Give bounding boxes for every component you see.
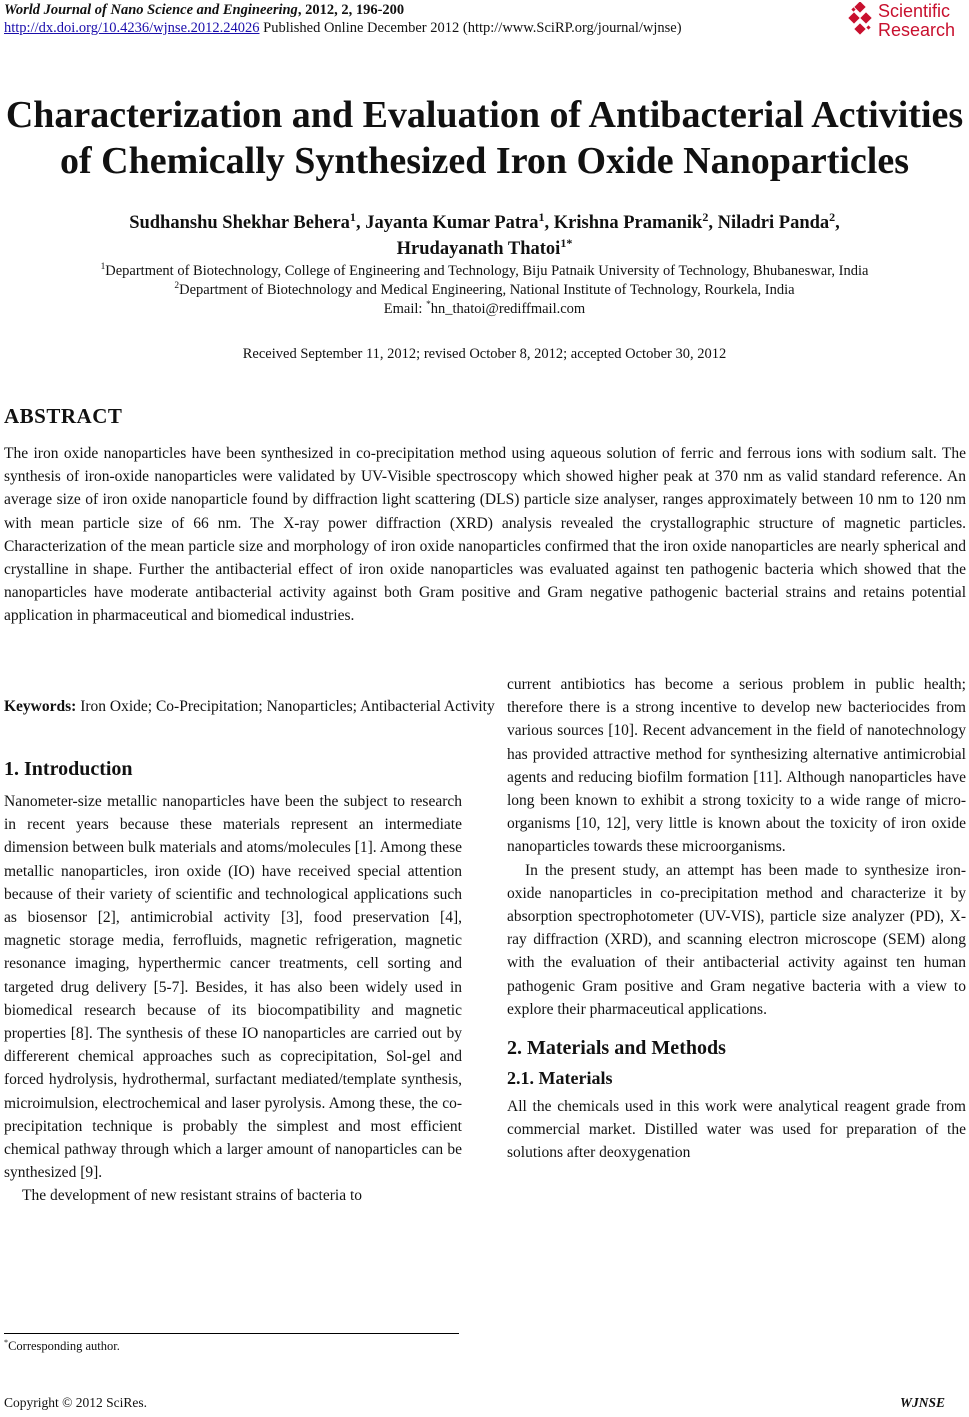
author-list: Sudhanshu Shekhar Behera$^1$, Jayanta Kumar Patra$^1$, Krishna Pramanik$^2$, Niladri Panda$^2$, Hrudayanath Thatoi$^{1*}$ <box>129 209 840 259</box>
intro-paragraph-4: In the present study, an attempt has been made to synthesize iron-oxide nanoparticles in co-precipitation method and characterize it by absorption spectrophotometer (UV-VIS), particle size analyzer (PD), X-ray diffraction (XRD), and scanning electron microscope (SEM) along with the evaluation of their antibacterial activity against ten human pathogenic Gram positive and Gram negative bacteria with a view to explore their pharmaceutical applications. <box>507 861 966 1018</box>
author-affil-sup: 1* <box>560 235 573 250</box>
journal-name: World Journal of Nano Science and Engineering <box>4 2 298 18</box>
scientific-research-logo <box>848 2 966 42</box>
title-line-2: of Chemically Synthesized Iron Oxide Nanoparticles <box>59 140 909 182</box>
abstract-heading: ABSTRACT <box>4 404 123 428</box>
doi-link[interactable]: http://dx.doi.org/10.4236/wjnse.2012.24026 <box>4 20 260 36</box>
intro-paragraph-1: Nanometer-size metallic nanoparticles have been the subject to research in recent years because these materials represent an intermediate dimension between bulk materials and atoms/molecules [1]. Among these metallic nanoparticles, iron oxide (IO) have received special attention because of their variety of scientific and technological applications such as biosensor [2], antimicrobial activity [3], food preservation [4], magnetic storage media, ferrofluids, magnetic refrigeration, magnetic resonance imaging, hyperthermic cancer treatments, cell sorting and targeted drug delivery [5-7]. Besides, it has also been widely used in biomedical research because of its biocompatibility and magnetic properties [8]. The synthesis of these IO nanoparticles are carried out by differerent chemical approaches such as coprecipitation, Sol-gel and forced hydrolysis, hydrothermal, surfactant mediated/template synthesis, microimulsion, electrochemical and laser pyrolysis. Among these, the co-precipitation technique is probably the simplest and most efficient chemical pathway through which a larger amount of nanoparticles can be synthesized [9]. <box>4 793 462 1182</box>
right-column <box>507 673 966 1165</box>
author-name: Krishna Pramanik <box>553 213 703 233</box>
affiliation-2: $^2$Department of Biotechnology and Medical Engineering, National Institute of Technology, Rourkela, India <box>174 281 795 298</box>
author-affil-sup: 2 <box>829 209 836 224</box>
abstract-text: The iron oxide nanoparticles have been synthesized in co-precipitation method using aqueous solution of ferric and ferrous ions with sodium salt. The synthesis of iron-oxide nanoparticles were validated by UV-Visible spectroscopy which showed higher peak at 370 nm as valid standard reference. An average size of iron oxide nanoparticle found by diffraction light scattering (DLS) particle size analyser, ranges approximately between 10 nm to 120 nm with mean particle size of 66 nm. The X-ray power diffraction (XRD) analysis revealed the crystallographic structure of magnetic particles. Characterization of the mean particle size and morphology of iron oxide nanoparticles confirmed that the iron oxide nanoparticles are nearly spherical and crystalline in shape. Further the antibacterial effect of iron oxide nanoparticles was evaluated against ten pathogenic bacteria which showed that the nanoparticles have moderate antibacterial activity against both Gram positive and Gram negative pathogenic bacterial strains and retains potential application in pharmaceutical and biomedical industries. <box>4 445 966 625</box>
published-info: Published Online December 2012 (http://www.SciRP.org/journal/wjnse) <box>259 20 682 36</box>
affiliations <box>0 262 969 319</box>
paper-title <box>0 92 969 184</box>
logo-diamonds-icon <box>848 2 876 38</box>
materials-paragraph: All the chemicals used in this work were analytical reagent grade from commercial market. Distilled water was used for preparation of the solutions after deoxygenation <box>507 1098 966 1162</box>
section-2-1-heading: 2.1. Materials <box>507 1068 613 1089</box>
author-affil-sup: 2 <box>702 209 709 224</box>
author-name: Hrudayanath Thatoi <box>396 239 561 259</box>
logo-line2: Research <box>878 20 956 40</box>
footnote-rule <box>4 1333 459 1334</box>
author-affil-sup: 1 <box>349 209 356 224</box>
keywords-list: Iron Oxide; Co-Precipitation; Nanoparticles; Antibacterial Activity <box>76 698 495 715</box>
author-name: Niladri Panda <box>717 213 830 233</box>
doi-line <box>4 20 682 37</box>
intro-paragraph-2: The development of new resistant strains of bacteria to <box>22 1187 363 1205</box>
logo-line1: Scientific <box>878 1 951 21</box>
keywords-label: Keywords: <box>4 698 77 715</box>
journal-volume: , 2012, 2, 196-200 <box>297 2 405 18</box>
received-dates: Received September 11, 2012; revised October 8, 2012; accepted October 30, 2012 <box>242 346 727 362</box>
author-name: Sudhanshu Shekhar Behera <box>129 213 350 233</box>
footnote: *Corresponding author. <box>4 1337 120 1353</box>
section-2-heading: 2. Materials and Methods <box>507 1037 726 1060</box>
journal-header <box>4 2 404 19</box>
section-1-heading: 1. Introduction <box>4 758 133 780</box>
copyright-footer: Copyright © 2012 SciRes. <box>4 1395 148 1410</box>
author-affil-sup: 1 <box>538 209 545 224</box>
email-line: Email: *hn_thatoi@rediffmail.com <box>383 300 586 317</box>
title-line-1: Characterization and Evaluation of Antibacterial Activities <box>5 94 964 136</box>
journal-abbrev-footer: WJNSE <box>900 1395 946 1410</box>
email-address[interactable]: hn_thatoi@rediffmail.com <box>430 301 586 317</box>
author-name: Jayanta Kumar Patra <box>365 213 539 233</box>
affiliation-1: $^1$Department of Biotechnology, College of Engineering and Technology, Biju Patnaik University of Technology, Bhubaneswar, India <box>100 262 869 279</box>
intro-paragraph-3: current antibiotics has become a serious problem in public health; therefore there is a strong incentive to develop new bacteriocides from various sources [10]. Recent advancement in the field of nanotechnology has provided attractive method for synthesizing alternative antimicrobial agents and reducing biofilm formation [11]. Although nanoparticles have long been known to exhibit a strong toxicity to a wide range of micro-organisms [10, 12], very little is known about the toxicity of iron oxide nanoparticles towards these microorganisms. <box>507 676 966 856</box>
keywords <box>4 698 495 716</box>
left-column <box>4 756 462 1208</box>
